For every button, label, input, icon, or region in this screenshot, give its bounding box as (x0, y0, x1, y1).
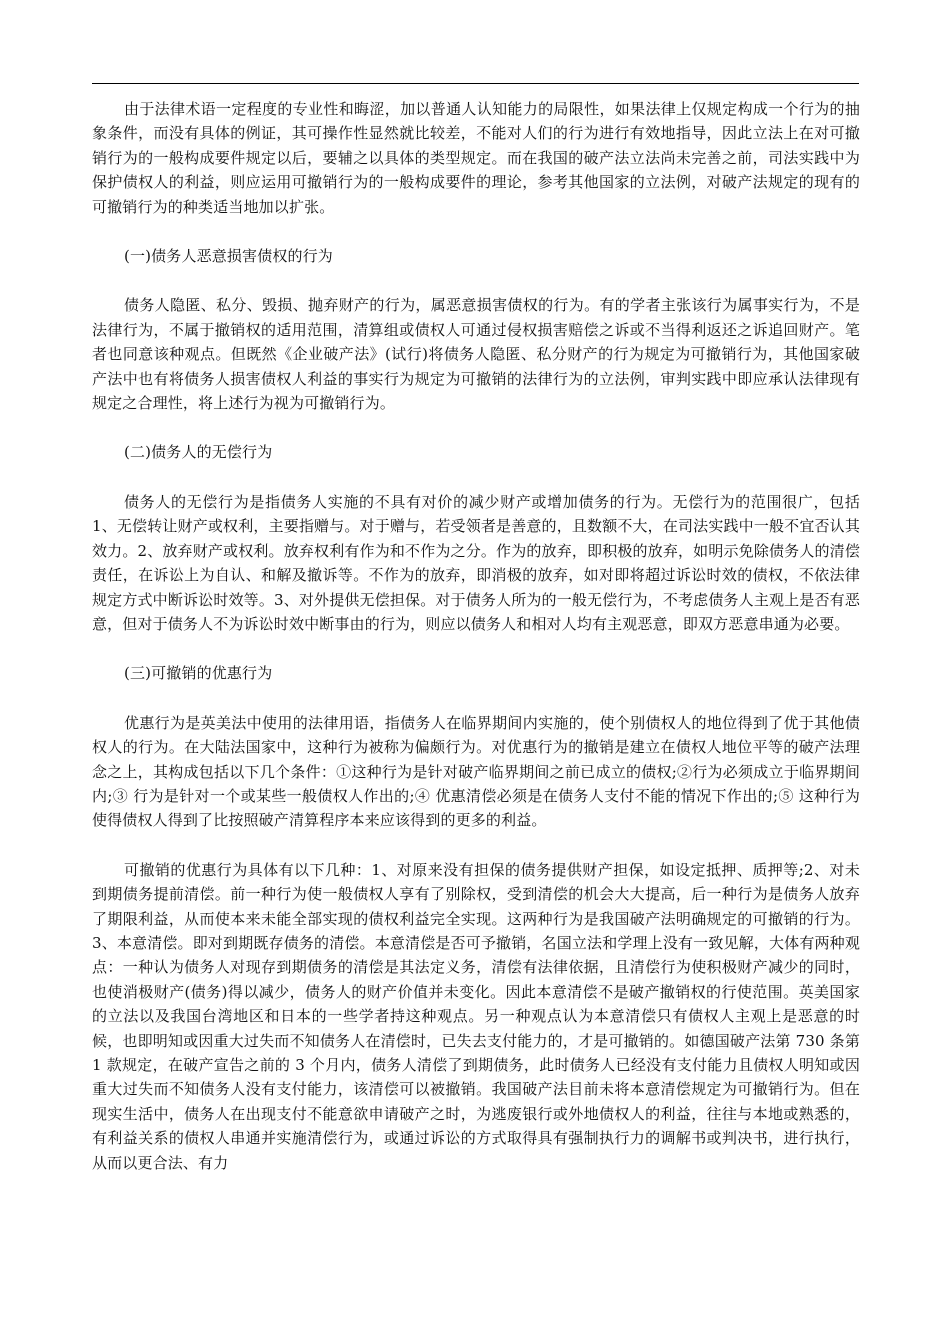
document-body (92, 97, 860, 1200)
paragraph-preference-definition: 优惠行为是英美法中使用的法律用语，指债务人在临界期间内实施的，使个别债权人的地位得到了优于其他债权人的行为。在大陆法国家中，这种行为被称为偏颇行为。对优惠行为的撤销是建立在债权人地位平等的破产法理念之上，其构成包括以下几个条件：①这种行为是针对破产临界期间之前已成立的债权;②行为必须成立于临界期间内;③ 行为是针对一个或某些一般债权人作出的;④ 优惠清偿必须是在债务人支付不能的情况下作出的;⑤ 这种行为使得债权人得到了比按照破产清算程序本来应该得到的更多的利益。 (92, 713, 860, 830)
paragraph-intro: 由于法律术语一定程度的专业性和晦涩，加以普通人认知能力的局限性，如果法律上仅规定构成一个行为的抽象条件，而没有具体的例证，其可操作性显然就比较差，不能对人们的行为进行有效地指导，因此立法上在对可撤销行为的一般构成要件规定以后，要辅之以具体的类型规定。而在我国的破产法立法尚未完善之前，司法实践中为保护债权人的利益，则应运用可撤销行为的一般构成要件的理论，参考其他国家的立法例，对破产法规定的现有的可撤销行为的种类适当地加以扩张。 (92, 100, 860, 216)
section-heading-1: (一)债务人恶意损害债权的行为 (124, 247, 333, 266)
paragraph-gratuitous-acts: 债务人的无偿行为是指债务人实施的不具有对价的减少财产或增加债务的行为。无偿行为的范围很广，包括 1、无偿转让财产或权利，主要指赠与。对于赠与，若受领者是善意的，且数额不大，在司法实践中一般不宜否认其效力。2、放弃财产或权利。放弃权利有作为和不作为之分。作为的放弃，即积极的放弃，如明示免除债务人的清偿责任，在诉讼上为自认、和解及撤诉等。不作为的放弃，即消极的放弃，如对即将超过诉讼时效的债权，不依法律规定方式中断诉讼时效等。3、对外提供无偿担保。对于债务人所为的一般无偿行为，不考虑债务人主观上是否有恶意，但对于债务人不为诉讼时效中断事由的行为，则应以债务人和相对人均有主观恶意，即双方恶意串通为必要。 (92, 492, 860, 633)
section-heading-2: (二)债务人的无偿行为 (124, 443, 273, 462)
header-rule (92, 83, 859, 84)
paragraph-malicious-acts: 债务人隐匿、私分、毁损、抛弃财产的行为，属恶意损害债权的行为。有的学者主张该行为属事实行为，不是法律行为，不属于撤销权的适用范围，清算组或债权人可通过侵权损害赔偿之诉或不当得利返还之诉追回财产。笔者也同意该种观点。但既然《企业破产法》(试行)将债务人隐匿、私分财产的行为规定为可撤销行为，其他国家破产法中也有将债务人损害债权人利益的事实行为规定为可撤销的法律行为的立法例，审判实践中即应承认法律现有规定之合理性，将上述行为视为可撤销行为。 (92, 296, 860, 413)
paragraph-preference-types: 可撤销的优惠行为具体有以下几种：1、对原来没有担保的债务提供财产担保，如设定抵押、质押等;2、对未到期债务提前清偿。前一种行为使一般债权人享有了别除权，受到清偿的机会大大提高，后一种行为是债务人放弃了期限利益，从而使本来未能全部实现的债权利益完全实现。这两种行为是我国破产法明确规定的可撤销的行为。3、本意清偿。即对到期既存债务的清偿。本意清偿是否可予撤销，名国立法和学理上没有一致见解，大体有两种观点：一种认为债务人对现存到期债务的清偿是其法定义务，清偿有法律依据，且清偿行为使积极财产减少的同时，也使消极财产(债务)得以减少，债务人的财产价值并未变化。因此本意清偿不是破产撤销权的行使范围。英美国家的立法以及我国台湾地区和日本的一些学者持这种观点。另一种观点认为本意清偿只有债权人主观上是恶意的时候，也即明知或因重大过失而不知债务人在清偿时，已失去支付能力的，才是可撤销的。如德国破产法第 730 条第 1 款规定，在破产宣告之前的 3 个月内，债务人清偿了到期债务，此时债务人已经没有支付能力且债权人明知或因重大过失而不知债务人没有支付能力，该清偿可以被撤销。我国破产法目前未将本意清偿规定为可撤销行为。但在现实生活中，债务人在出现支付不能意欲申请破产之时，为逃废银行或外地债权人的利益，往往与本地或熟悉的，有利益关系的债权人串通并实施清偿行为，或通过诉讼的方式取得具有强制执行力的调解书或判决书，进行执行，从而以更合法、有力 (92, 860, 860, 1172)
section-heading-3: (三)可撤销的优惠行为 (124, 664, 273, 683)
